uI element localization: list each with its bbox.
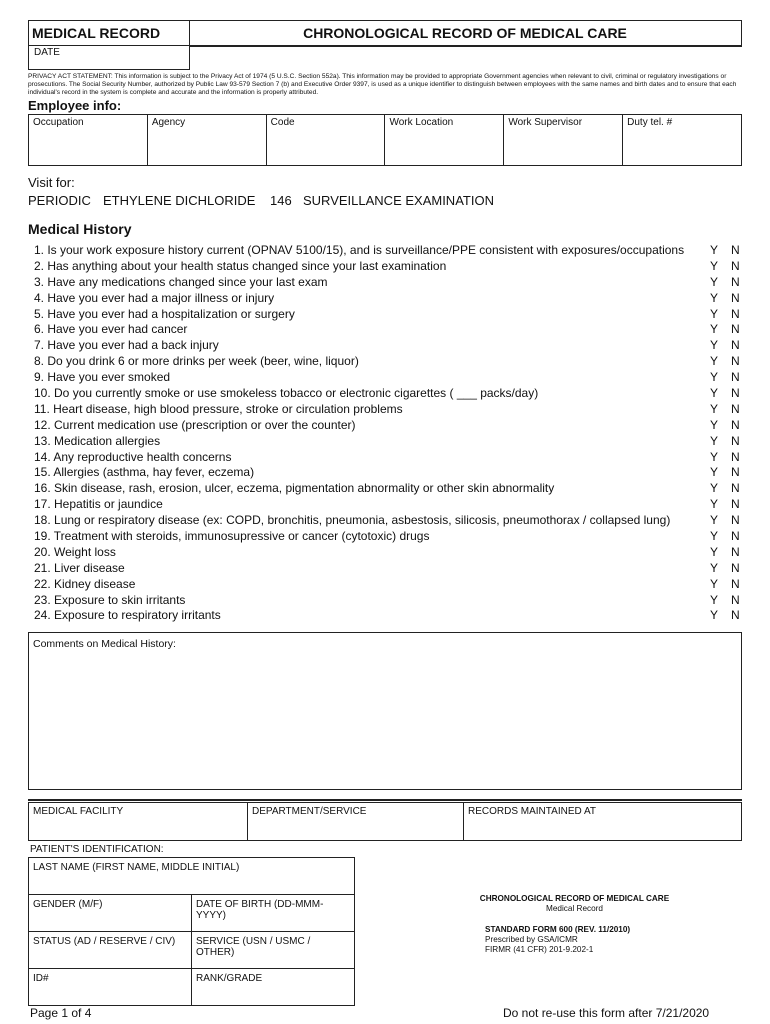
patient-id-label: PATIENT'S IDENTIFICATION: (30, 844, 164, 855)
question-text: 5. Have you ever had a hospitalization or surgery (34, 306, 295, 321)
last-name-field[interactable] (29, 858, 355, 895)
page-number: Page 1 of 4 (30, 1006, 92, 1020)
yes-option[interactable]: Y (710, 338, 719, 353)
yes-option[interactable]: Y (710, 449, 719, 464)
id-field[interactable] (29, 969, 192, 1006)
department-label: DEPARTMENT/SERVICE (252, 806, 367, 817)
no-option[interactable]: N (731, 529, 740, 544)
yes-option[interactable]: Y (710, 370, 719, 385)
no-option[interactable]: N (731, 433, 740, 448)
header-rule (189, 45, 742, 47)
question-text: 14. Any reproductive health concerns (34, 449, 232, 464)
no-option[interactable]: N (731, 401, 740, 416)
question-text: 4. Have you ever had a major illness or injury (34, 290, 275, 305)
comments-box[interactable] (28, 632, 742, 790)
visit-code: 146 (270, 193, 292, 208)
visit-type: PERIODIC (28, 193, 91, 208)
rank-field[interactable] (192, 969, 355, 1006)
question-text: 12. Current medication use (prescription or over the counter) (34, 417, 356, 432)
date-field[interactable] (28, 45, 190, 70)
yes-option[interactable]: Y (710, 306, 719, 321)
question-text: 9. Have you ever smoked (34, 370, 171, 385)
no-option[interactable]: N (731, 338, 740, 353)
question-row (34, 513, 746, 529)
question-text: 6. Have you ever had cancer (34, 322, 188, 337)
rank-label: RANK/GRADE (196, 973, 263, 984)
medical-record-title: MEDICAL RECORD (32, 25, 161, 41)
question-text: 19. Treatment with steroids, immunosupressive or cancer (cytotoxic) drugs (34, 529, 430, 544)
medical-facility-field[interactable] (29, 803, 248, 841)
records-field[interactable] (464, 803, 742, 841)
question-row (34, 561, 746, 577)
yes-option[interactable]: Y (710, 544, 719, 559)
no-option[interactable]: N (731, 243, 740, 257)
department-field[interactable] (248, 803, 464, 841)
medical-history-title: Medical History (28, 221, 132, 237)
visit-for-label: Visit for: (28, 175, 75, 190)
gender-label: GENDER (M/F) (33, 899, 103, 910)
status-label: STATUS (AD / RESERVE / CIV) (33, 936, 176, 947)
dob-field[interactable] (192, 895, 355, 932)
work-supervisor-label: Work Supervisor (508, 117, 583, 128)
question-text: 17. Hepatitis or jaundice (34, 497, 163, 512)
question-text: 2. Has anything about your health status changed since your last examination (34, 258, 447, 273)
medical-history-list (34, 243, 746, 624)
chronological-record-title: CHRONOLOGICAL RECORD OF MEDICAL CARE (303, 25, 627, 41)
question-text: 21. Liver disease (34, 560, 125, 575)
question-text: 20. Weight loss (34, 544, 116, 559)
comments-label: Comments on Medical History: (33, 638, 176, 650)
reuse-notice: Do not re-use this form after 7/21/2020 (503, 1006, 710, 1020)
yes-option[interactable]: Y (710, 592, 719, 607)
question-text: 11. Heart disease, high blood pressure, stroke or circulation problems (34, 401, 403, 416)
no-option[interactable]: N (731, 560, 740, 575)
question-row (34, 338, 746, 354)
question-text: 1. Is your work exposure history current (OPNAV 5100/15), and is surveillance/PPE consistent with exposures/occupations (34, 243, 685, 257)
yes-option[interactable]: Y (710, 290, 719, 305)
firmr-reference: FIRMR (41 CFR) 201-9.202-1 (485, 945, 594, 954)
no-option[interactable]: N (731, 513, 740, 528)
patient-id-table (28, 857, 355, 1006)
yes-option[interactable]: Y (710, 401, 719, 416)
yes-option[interactable]: Y (710, 513, 719, 528)
question-text: 15. Allergies (asthma, hay fever, eczema) (34, 465, 255, 480)
visit-agent: ETHYLENE DICHLORIDE (103, 193, 256, 208)
code-label: Code (270, 117, 295, 128)
question-text: 22. Kidney disease (34, 576, 136, 591)
header-right-box (189, 20, 742, 46)
question-row (34, 259, 746, 275)
prescribed-by: Prescribed by GSA/ICMR (485, 935, 578, 944)
occupation-label: Occupation (33, 117, 84, 128)
question-text: 23. Exposure to skin irritants (34, 592, 186, 607)
no-option[interactable]: N (731, 354, 740, 369)
no-option[interactable]: N (731, 386, 740, 401)
yes-option[interactable]: Y (710, 465, 719, 480)
form-info-subtitle: Medical Record (546, 904, 603, 913)
date-label: DATE (34, 47, 60, 58)
id-label: ID# (33, 973, 49, 984)
no-option[interactable]: N (731, 306, 740, 321)
question-row (34, 291, 746, 307)
no-option[interactable]: N (731, 592, 740, 607)
question-text: 8. Do you drink 6 or more drinks per week (beer, wine, liquor) (34, 354, 359, 369)
question-row (34, 402, 746, 418)
gender-field[interactable] (29, 895, 192, 932)
no-option[interactable]: N (731, 258, 740, 273)
question-row (34, 275, 746, 291)
yes-option[interactable]: Y (710, 243, 719, 257)
agency-label: Agency (151, 117, 186, 128)
question-text: 16. Skin disease, rash, erosion, ulcer, eczema, pigmentation abnormality or other skin abnormality (34, 481, 555, 496)
question-row (34, 307, 746, 323)
employee-info-table (28, 114, 742, 166)
yes-option[interactable]: Y (710, 576, 719, 591)
no-option[interactable]: N (731, 544, 740, 559)
yes-option[interactable]: Y (710, 386, 719, 401)
question-row (34, 481, 746, 497)
yes-option[interactable]: Y (710, 497, 719, 512)
yes-option[interactable]: Y (710, 354, 719, 369)
work-location-label: Work Location (389, 117, 454, 128)
privacy-statement: PRIVACY ACT STATEMENT: This information is subject to the Privacy Act of 1974 (5 U.S.C. Section 552a). This information may be provided to appropriate Government agencies when relevant to civil, criminal or regulatory investigations or prosecutions. The Social Security Number, authorized by Public Law 93-579 Section 7 (b) and Executive Order 9397, is used as a unique identifier to distinguish between employees with the same names and birth dates and to ensure that each individual's record in the system is complete and accurate and the information is properly attributed. (28, 73, 737, 96)
no-option[interactable]: N (731, 481, 740, 496)
question-row (34, 370, 746, 386)
yes-option[interactable]: Y (710, 258, 719, 273)
no-option[interactable]: N (731, 370, 740, 385)
section-divider (28, 799, 742, 801)
question-row (34, 497, 746, 513)
question-row (34, 465, 746, 481)
question-row (34, 386, 746, 402)
yes-option[interactable]: Y (710, 481, 719, 496)
work-supervisor-field[interactable] (504, 115, 623, 166)
status-field[interactable] (29, 932, 192, 969)
standard-form-number: STANDARD FORM 600 (REV. 11/2010) (485, 925, 631, 934)
no-option[interactable]: N (731, 449, 740, 464)
duty-tel-label: Duty tel. # (627, 117, 673, 128)
question-row (34, 354, 746, 370)
no-option[interactable]: N (731, 290, 740, 305)
question-text: 13. Medication allergies (34, 433, 161, 448)
code-field[interactable] (266, 115, 385, 166)
yes-option[interactable]: Y (710, 529, 719, 544)
question-row (34, 322, 746, 338)
question-row (34, 529, 746, 545)
form-info-title: CHRONOLOGICAL RECORD OF MEDICAL CARE (479, 894, 670, 903)
dob-label: DATE OF BIRTH (DD-MMM-YYYY) (196, 899, 324, 921)
no-option[interactable]: N (731, 497, 740, 512)
yes-option[interactable]: Y (710, 322, 719, 337)
no-option[interactable]: N (731, 274, 740, 289)
work-location-field[interactable] (385, 115, 504, 166)
yes-option[interactable]: Y (710, 417, 719, 432)
no-option[interactable]: N (731, 608, 740, 623)
service-label: SERVICE (USN / USMC / OTHER) (196, 936, 311, 958)
question-row (34, 243, 746, 259)
question-row (34, 608, 746, 624)
service-field[interactable] (192, 932, 355, 969)
header-left-box (28, 20, 190, 46)
question-text: 10. Do you currently smoke or use smokeless tobacco or electronic cigarettes ( ___ packs/day) (34, 386, 539, 401)
last-name-label: LAST NAME (FIRST NAME, MIDDLE INITIAL) (33, 862, 240, 873)
question-row (34, 545, 746, 561)
no-option[interactable]: N (731, 322, 740, 337)
yes-option[interactable]: Y (710, 560, 719, 575)
facility-table (28, 802, 742, 841)
yes-option[interactable]: Y (710, 433, 719, 448)
duty-tel-field[interactable] (623, 115, 742, 166)
no-option[interactable]: N (731, 417, 740, 432)
question-text: 24. Exposure to respiratory irritants (34, 608, 221, 623)
no-option[interactable]: N (731, 576, 740, 591)
visit-exam: SURVEILLANCE EXAMINATION (303, 193, 494, 208)
question-text: 7. Have you ever had a back injury (34, 338, 219, 353)
question-row (34, 434, 746, 450)
form-info-block (472, 894, 692, 954)
question-row (34, 577, 746, 593)
question-row (34, 593, 746, 609)
no-option[interactable]: N (731, 465, 740, 480)
medical-facility-label: MEDICAL FACILITY (33, 806, 124, 817)
yes-option[interactable]: Y (710, 608, 719, 623)
question-text: 3. Have any medications changed since your last exam (34, 274, 328, 289)
question-text: 18. Lung or respiratory disease (ex: COPD, bronchitis, pneumonia, asbestosis, silicosis, pneumothorax / collapsed lung) (34, 513, 671, 528)
question-row (34, 450, 746, 466)
employee-info-heading: Employee info: (28, 98, 122, 113)
question-row (34, 418, 746, 434)
records-label: RECORDS MAINTAINED AT (468, 806, 596, 817)
agency-field[interactable] (147, 115, 266, 166)
occupation-field[interactable] (29, 115, 148, 166)
yes-option[interactable]: Y (710, 274, 719, 289)
